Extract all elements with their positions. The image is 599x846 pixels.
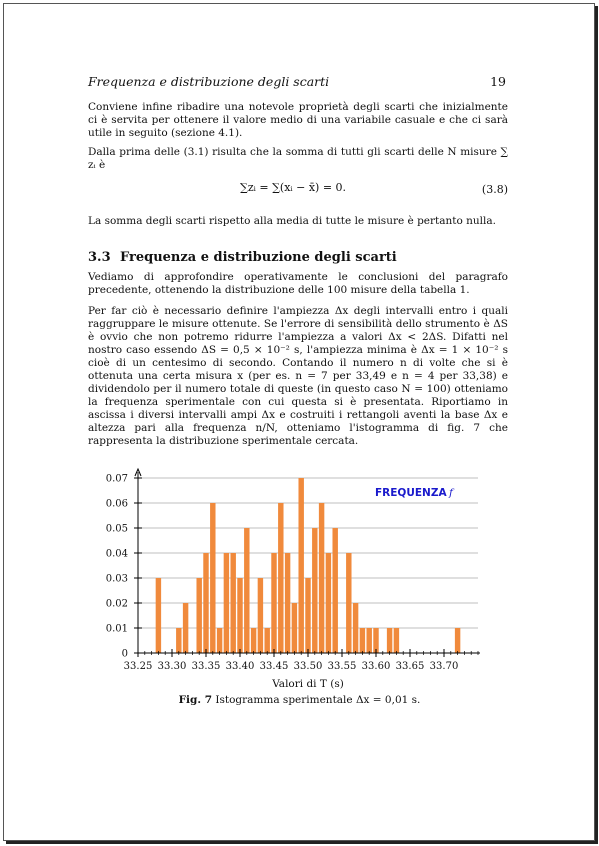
histogram-bar (353, 603, 358, 653)
section-heading (88, 250, 508, 265)
paragraph-3: La somma degli scarti rispetto alla media di tutte le misure è pertanto nulla. (88, 215, 496, 227)
caption-label: Fig. 7 (178, 694, 212, 706)
section-title: Frequenza e distribuzione degli scarti (120, 250, 397, 265)
running-header (88, 74, 506, 89)
histogram-bar (305, 578, 310, 653)
histogram-bar (210, 503, 215, 653)
histogram-bar (176, 628, 181, 653)
histogram-bar (319, 503, 324, 653)
x-axis-label: Valori di T (s) (272, 678, 344, 690)
y-tick-label: 0.03 (105, 573, 128, 585)
histogram-bar (394, 628, 399, 653)
histogram-bar (237, 578, 242, 653)
x-tick-label: 33.65 (395, 661, 425, 672)
histogram-bar (251, 628, 256, 653)
histogram-bar (455, 628, 460, 653)
paragraph-5: Per far ciò è necessario definire l'ampiezza Δx degli intervalli entro i quali raggruppare le misure ottenute. Se l'errore di sensibilità dello strumento è ΔS è ovvio che non potremo ridurre l'ampiezza a valori Δx < 2ΔS. Difatti nel nostro caso essendo ΔS = 0,5 × 10⁻² s, l'ampiezza minima è Δx = 1 × 10⁻² s cioè di un centesimo di secondo. Contando il numero n di volte che si è ottenuta una certa misura x (per es. n = 7 per 33,49 e n = 4 per 33,38) e dividendolo per il numero totale di queste (in questo caso N = 100) otteniamo la frequenza sperimentale con cui questa si è presentata. Riportiamo in ascissa i diversi intervalli ampi Δx e costruiti i rettangoli aventi la base Δx e altezza pari alla frequenza n/N, otteniamo l'istogramma di fig. 7 che rappresenta la distribuzione sperimentale cercata. (88, 305, 508, 447)
x-tick-label: 33.40 (225, 661, 255, 672)
histogram-bar (326, 553, 331, 653)
histogram-bar (244, 528, 249, 653)
histogram-bar (224, 553, 229, 653)
x-tick-label: 33.35 (191, 661, 221, 672)
y-tick-label: 0.01 (105, 623, 128, 635)
y-tick-label: 0 (121, 648, 128, 660)
histogram-bar (360, 628, 365, 653)
legend-symbol: f (449, 487, 453, 499)
histogram-bar (292, 603, 297, 653)
x-tick-label: 33.45 (259, 661, 289, 672)
page-number: 19 (490, 74, 506, 89)
paragraph-2: Dalla prima delle (3.1) risulta che la somma di tutti gli scarti delle N misure ∑ zᵢ è (88, 146, 508, 171)
histogram-bar (264, 628, 269, 653)
histogram-bar (332, 528, 337, 653)
caption-text: Istogramma sperimentale Δx = 0,01 s. (215, 694, 421, 706)
x-tick-label: 33.25 (123, 661, 153, 672)
histogram-bar (271, 553, 276, 653)
histogram-bar (258, 578, 263, 653)
running-title: Frequenza e distribuzione degli scarti (88, 74, 330, 89)
histogram-bar (183, 603, 188, 653)
y-tick-label: 0.07 (105, 473, 128, 485)
histogram-bar (387, 628, 392, 653)
histogram-bar (366, 628, 371, 653)
section-number: 3.3 (88, 250, 111, 265)
x-tick-label: 33.60 (361, 661, 391, 672)
histogram-bar (278, 503, 283, 653)
x-tick-label: 33.70 (429, 661, 459, 672)
histogram-chart (0, 460, 599, 692)
histogram-bar (346, 553, 351, 653)
x-tick-label: 33.55 (327, 661, 357, 672)
histogram-bar (298, 478, 303, 653)
y-tick-label: 0.04 (105, 548, 128, 560)
histogram-bar (196, 578, 201, 653)
histogram-bar (285, 553, 290, 653)
y-tick-label: 0.06 (105, 498, 128, 510)
y-tick-label: 0.02 (105, 598, 128, 610)
y-tick-label: 0.05 (105, 523, 128, 535)
histogram-bar (230, 553, 235, 653)
histogram-bar (217, 628, 222, 653)
equation-number: (3.8) (481, 183, 508, 196)
x-tick-label: 33.30 (157, 661, 187, 672)
paragraph-1: Conviene infine ribadire una notevole proprietà degli scarti che inizialmente ci è servita per ottenere il valore medio di una variabile casuale e che ci sarà utile in seguito (sezione 4.1). (88, 101, 508, 139)
histogram-figure (0, 460, 599, 720)
legend-label: FREQUENZA (375, 487, 447, 499)
histogram-bar (312, 528, 317, 653)
histogram-bar (156, 578, 161, 653)
equation-formula: ∑zᵢ = ∑(xᵢ − x̄) = 0. (240, 181, 347, 194)
paragraph-4: Vediamo di approfondire operativamente le conclusioni del paragrafo precedente, ottenendo la distribuzione delle 100 misure della tabella 1. (88, 271, 508, 296)
figure-caption (0, 694, 599, 706)
x-tick-label: 33.50 (293, 661, 323, 672)
histogram-bar (203, 553, 208, 653)
